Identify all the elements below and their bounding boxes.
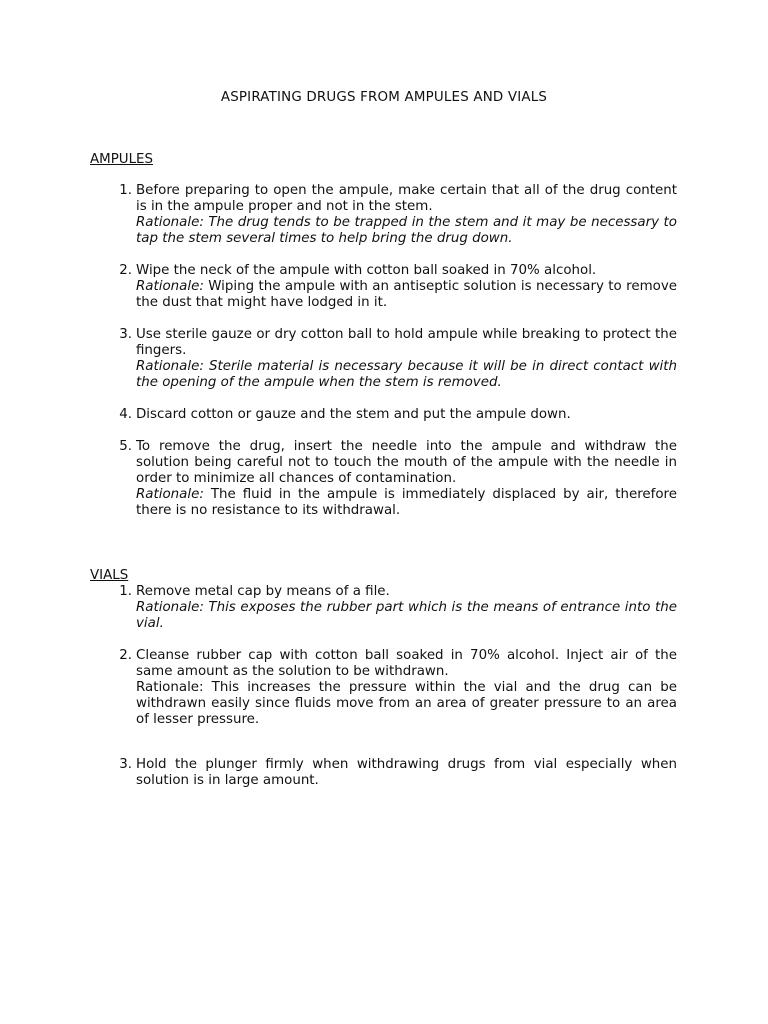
list-number: 3. xyxy=(119,327,132,342)
list-item xyxy=(136,584,677,632)
list-number: 2. xyxy=(119,648,132,663)
rationale-text: Rationale: This exposes the rubber part which is the means of entrance into the vial. xyxy=(136,600,677,631)
rationale-paragraph xyxy=(136,279,677,311)
instruction-text: Cleanse rubber cap with cotton ball soaked in 70% alcohol. Inject air of the same amount as the solution to be withdrawn. xyxy=(136,648,677,679)
list-number: 5. xyxy=(119,439,132,454)
list-item xyxy=(136,439,677,519)
list-number: 1. xyxy=(119,584,132,599)
list-number: 2. xyxy=(119,263,132,278)
list-item xyxy=(136,407,677,423)
list-item xyxy=(136,757,677,789)
section-heading-vials: VIALS xyxy=(90,568,129,583)
document-title: ASPIRATING DRUGS FROM AMPULES AND VIALS xyxy=(220,90,548,105)
rationale-text: Rationale: This increases the pressure within the vial and the drug can be withdrawn easily since fluids move from an area of greater pressure to an area of lesser pressure. xyxy=(136,680,677,727)
instruction-text: Wipe the neck of the ampule with cotton ball soaked in 70% alcohol. xyxy=(136,263,597,278)
rationale-text: Rationale: The drug tends to be trapped in the stem and it may be necessary to tap the stem several times to help bring the drug down. xyxy=(136,215,677,246)
instruction-text: Remove metal cap by means of a file. xyxy=(136,584,390,599)
list-number: 3. xyxy=(119,757,132,772)
section-heading-ampules: AMPULES xyxy=(90,152,154,167)
rationale-label: Rationale: xyxy=(136,279,204,294)
instruction-text: Discard cotton or gauze and the stem and put the ampule down. xyxy=(136,407,571,422)
list-item xyxy=(136,648,677,728)
list-number: 4. xyxy=(119,407,132,422)
instruction-text: Before preparing to open the ampule, make certain that all of the drug content is in the ampule proper and not in the stem. xyxy=(136,183,677,214)
instruction-text: To remove the drug, insert the needle into the ampule and withdraw the solution being careful not to touch the mouth of the ampule with the needle in order to minimize all chances of contamination. xyxy=(136,439,677,486)
instruction-text: Use sterile gauze or dry cotton ball to hold ampule while breaking to protect the fingers. xyxy=(136,327,677,358)
instruction-text: Hold the plunger firmly when withdrawing drugs from vial especially when solution is in large amount. xyxy=(136,757,677,788)
rationale-paragraph xyxy=(136,487,677,519)
rationale-text: Wiping the ampule with an antiseptic solution is necessary to remove the dust that might have lodged in it. xyxy=(136,279,677,310)
list-item xyxy=(136,263,677,311)
rationale-text: Rationale: Sterile material is necessary because it will be in direct contact with the opening of the ampule when the stem is removed. xyxy=(136,359,677,390)
list-item xyxy=(136,183,677,247)
rationale-text: The fluid in the ampule is immediately displaced by air, therefore there is no resistance to its withdrawal. xyxy=(136,487,677,518)
list-number: 1. xyxy=(119,183,132,198)
list-item xyxy=(136,327,677,391)
rationale-label: Rationale: xyxy=(136,487,204,502)
